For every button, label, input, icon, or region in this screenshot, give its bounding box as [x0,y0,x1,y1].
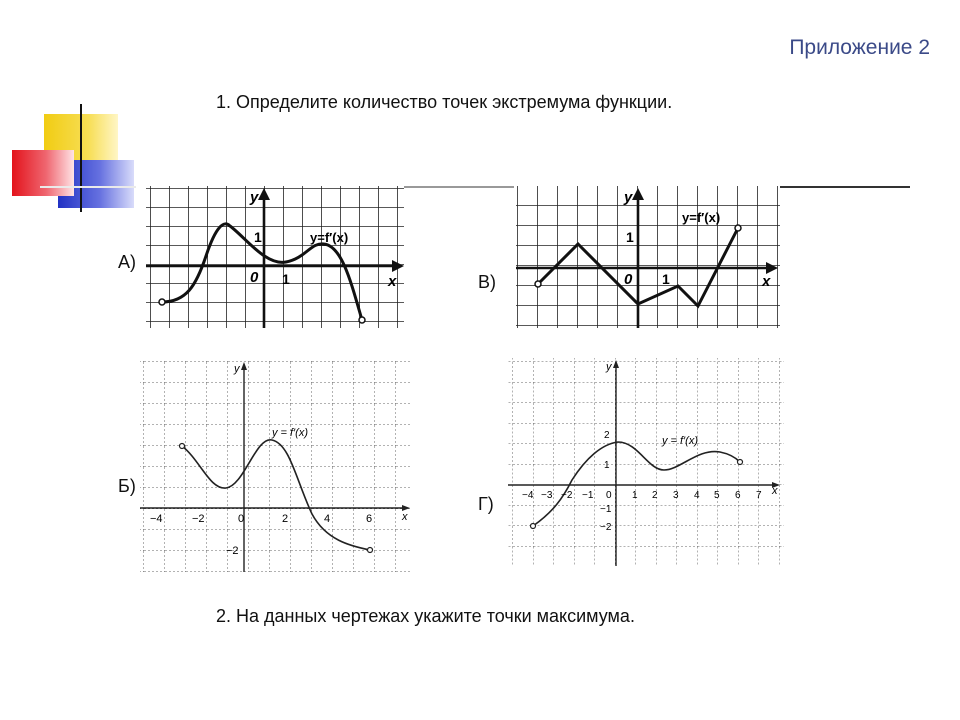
x-tick-label: −4 [522,490,534,501]
y-tick-label: −2 [600,522,612,533]
endpoint-marker [368,548,373,553]
x-tick-label: 1 [662,271,670,287]
x-tick-label: 1 [632,490,638,501]
x-tick-label: 6 [366,513,373,525]
x-tick-label: 4 [694,490,700,501]
x-tick-label: 4 [324,513,331,525]
endpoint-marker [359,317,365,323]
y-tick-label: 2 [604,430,610,441]
x-tick-label: 2 [652,490,658,501]
grid [146,186,404,328]
y-tick-label: −2 [226,545,239,557]
appendix-label: Приложение 2 [789,36,930,59]
y-axis-label: y [606,361,612,373]
x-tick-label: 7 [756,490,762,501]
function-label: y=f′(x) [682,210,721,225]
x-tick-label: −3 [541,490,553,501]
endpoint-marker [531,524,536,529]
x-axis-label: x [388,273,397,290]
x-axis-label: x [772,485,778,497]
decor-vertical-line [80,104,82,212]
origin-label: 0 [624,271,633,288]
origin-label: 0 [250,269,259,286]
x-tick-label: −2 [192,513,205,525]
x-tick-label: 6 [735,490,741,501]
y-tick-label: −1 [600,504,612,515]
function-label: y = f′(x) [662,435,698,447]
function-label: y=f′(x) [310,230,349,245]
separator-line [404,186,514,188]
graph-b [140,360,412,572]
x-tick-label: 0 [606,490,612,501]
graph-b-label: Б) [118,476,136,496]
x-tick-label: 0 [238,513,245,525]
graph-g-label: Г) [478,494,494,514]
y-tick-label: 1 [254,229,262,245]
task-2-text: 2. На данных чертежах укажите точки максимума. [216,606,635,626]
x-tick-label: −4 [150,513,163,525]
y-axis-label: y [250,189,259,206]
decor-horizontal-line [40,186,136,188]
task-1-text: 1. Определите количество точек экстремума функции. [216,92,673,112]
separator-line [780,186,910,188]
endpoint-marker [735,225,741,231]
x-tick-label: 1 [282,271,290,287]
endpoint-marker [159,299,165,305]
x-tick-label: 5 [714,490,720,501]
x-tick-label: −1 [582,490,594,501]
endpoint-marker [535,281,541,287]
graph-v-label: В) [478,272,496,292]
endpoint-marker [180,444,185,449]
x-tick-label: 3 [673,490,679,501]
grid [516,186,780,328]
function-label: y = f′(x) [272,427,308,439]
graph-a [146,186,404,328]
y-axis-label: y [234,363,240,375]
y-axis-label: y [624,189,633,206]
graph-a-label: А) [118,252,136,272]
y-tick-label: 1 [604,460,610,471]
graph-v [516,186,780,328]
grid [140,360,412,572]
graph-g [508,358,784,566]
x-tick-label: 2 [282,513,289,525]
x-tick-label: −2 [561,490,573,501]
x-axis-label: x [402,511,408,523]
x-axis-label: x [762,273,771,290]
y-tick-label: 1 [626,229,634,245]
decor-red-square [12,150,74,196]
endpoint-marker [738,460,743,465]
